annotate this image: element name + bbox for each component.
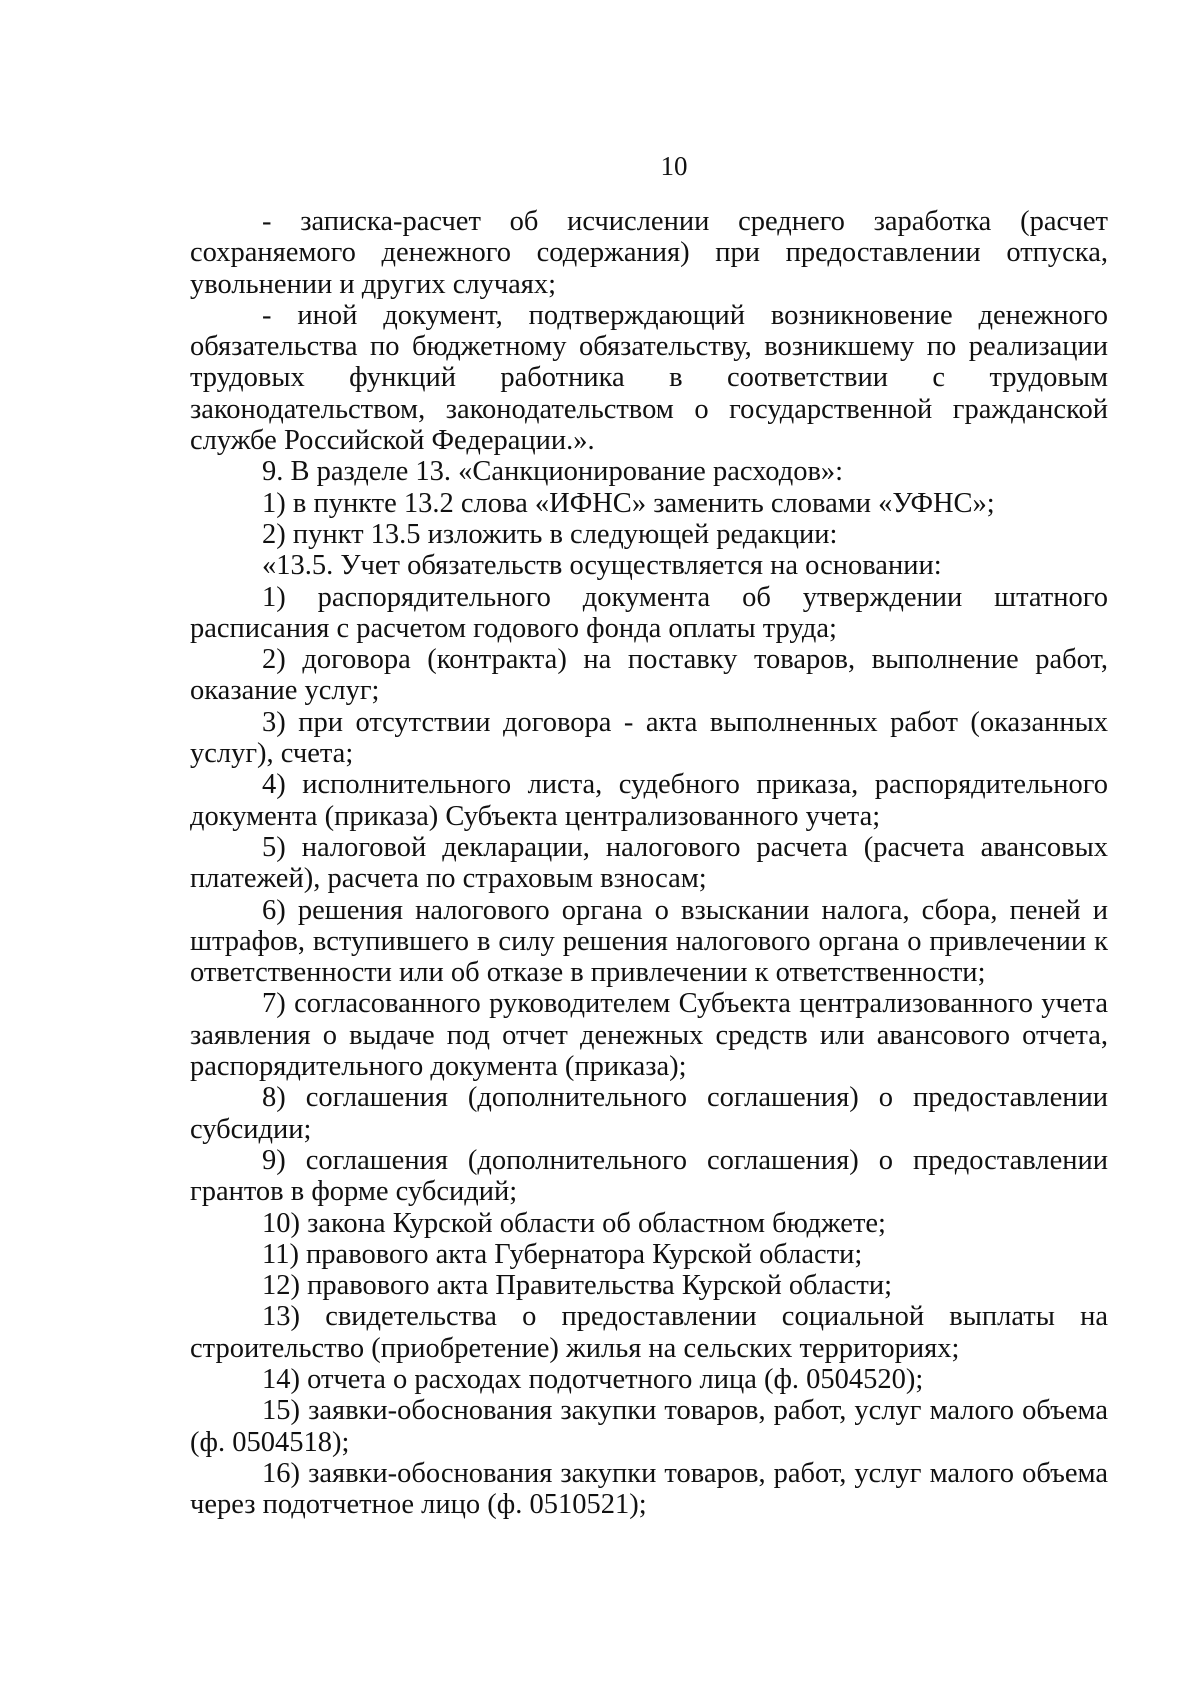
paragraph: 10) закона Курской области об областном бюджете; [262,1207,886,1239]
paragraph: 4) исполнительного листа, судебного приказа, распорядительного документа (приказа) Субъекта централизованного учета; [190,769,1108,832]
paragraph: 13) свидетельства о предоставлении социальной выплаты на строительство (приобретение) жилья на сельских территориях; [190,1301,1108,1364]
document-body [190,206,1108,1520]
paragraph: 8) соглашения (дополнительного соглашения) о предоставлении субсидии; [190,1082,1108,1145]
paragraph: 9. В разделе 13. «Санкционирование расходов»: [262,456,844,488]
paragraph: 7) согласованного руководителем Субъекта централизованного учета заявления о выдаче под отчет денежных средств или авансового отчета, распорядительного документа (приказа); [190,988,1108,1083]
paragraph: 9) соглашения (дополнительного соглашения) о предоставлении грантов в форме субсидий; [190,1144,1108,1208]
paragraph: 1) распорядительного документа об утверждении штатного расписания с расчетом годового фонда оплаты труда; [190,581,1108,644]
paragraph: 3) при отсутствии договора - акта выполненных работ (оказанных услуг), счета; [190,706,1108,770]
paragraph: 12) правового акта Правительства Курской области; [262,1270,893,1302]
paragraph: 2) пункт 13.5 изложить в следующей редакции: [262,518,838,550]
paragraph: 16) заявки-обоснования закупки товаров, работ, услуг малого объема через подотчетное лицо (ф. 0510521); [190,1457,1108,1521]
paragraph: 6) решения налогового органа о взыскании налога, сбора, пеней и штрафов, вступившего в силу решения налогового органа о привлечении к ответственности или об отказе в привлечении к ответственности; [190,894,1108,989]
paragraph: 15) заявки-обоснования закупки товаров, работ, услуг малого объема (ф. 0504518); [190,1395,1108,1458]
paragraph: - записка-расчет об исчислении среднего заработка (расчет сохраняемого денежного содержания) при предоставлении отпуска, увольнении и других случаях; [190,206,1108,300]
paragraph: 5) налоговой декларации, налогового расчета (расчета авансовых платежей), расчета по страховым взносам; [190,831,1108,895]
paragraph: 2) договора (контракта) на поставку товаров, выполнение работ, оказание услуг; [190,644,1108,707]
paragraph: 1) в пункте 13.2 слова «ИФНС» заменить словами «УФНС»; [262,487,995,519]
page-number: 10 [660,151,688,181]
paragraph: - иной документ, подтверждающий возникновение денежного обязательства по бюджетному обязательству, возникшему по реализации трудовых функций работника в соответствии с трудовым законодательством, законодательством о государственной гражданской службе Российской Федерации.». [190,299,1108,457]
paragraph: 11) правового акта Губернатора Курской области; [262,1238,863,1270]
paragraph: «13.5. Учет обязательств осуществляется на основании: [262,550,942,582]
paragraph: 14) отчета о расходах подотчетного лица (ф. 0504520); [262,1363,924,1395]
